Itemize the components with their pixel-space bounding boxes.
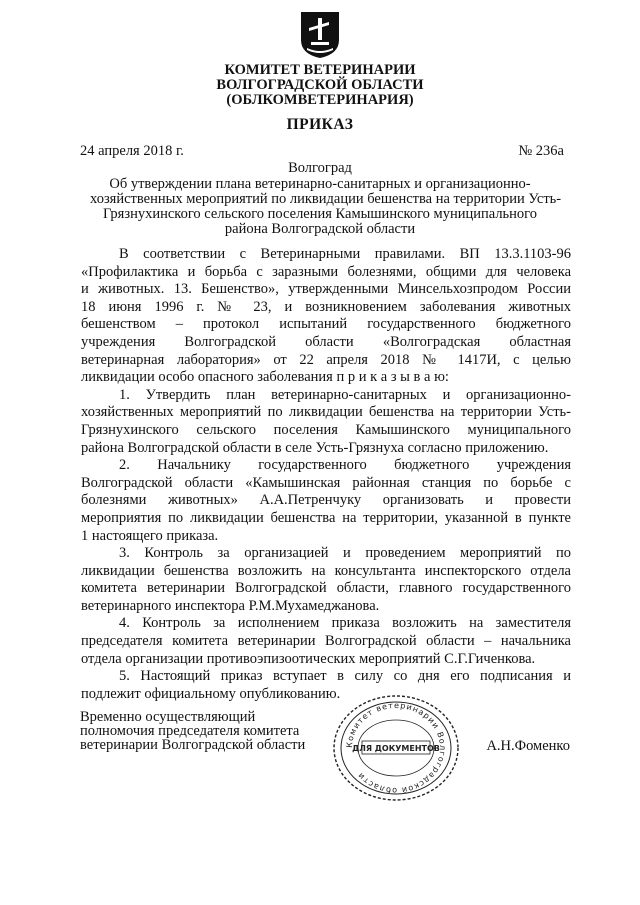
stamp-ring-text: Комитет ветеринарии Волгоградской области [344,700,448,796]
body-line: ликвидации бешенства возложить на консультанта инспекторского отдела [81,562,571,579]
body-line: 4. Контроль за исполнением приказа возложить на заместителя [119,615,571,632]
stamp-center-text: ДЛЯ ДОКУМЕНТОВ [352,744,440,753]
document-city: Волгоград [288,160,352,176]
body-line: и животных. 13. Бешенство», утвержденными Минсельхозпродом России [81,281,571,298]
document-date: 24 апреля 2018 г. [80,143,184,159]
body-line: мероприятия по ликвидации бешенства на территории, указанной в пункте [81,509,571,526]
body-line: В соответствии с Ветеринарными правилами. ВП 13.3.1103-96 [119,246,571,262]
org-name-short: (ОБЛКОМВЕТЕРИНАРИЯ) [226,92,414,108]
body-line: председателя комитета ветеринарии Волгоградской области – начальника [81,633,571,650]
org-name-line2: ВОЛГОГРАДСКОЙ ОБЛАСТИ [216,77,424,93]
document-subject [90,176,562,237]
body-line: отдела организации противоэпизоотических мероприятий С.Г.Гиченкова. [81,650,536,667]
body-line: 2. Начальнику государственного бюджетного учреждения [119,457,571,474]
signatory-position-line: Временно осуществляющий [80,709,256,725]
body-line: Грязнухинского сельского поселения Камышинского муниципального [81,421,571,438]
subject-line: хозяйственных мероприятий по ликвидации бешенства на территории Усть- [90,191,562,207]
official-stamp [326,692,466,802]
signatory-position-line: полномочия председателя комитета [80,723,300,739]
document-number: № 236а [518,143,564,159]
subject-line: Грязнухинского сельского поселения Камышинского муниципального [102,206,538,222]
body-line: подлежит официальному опубликованию. [81,685,341,702]
document-type-title: ПРИКАЗ [286,116,354,133]
document-body [81,246,571,703]
body-line: 1 настоящего приказа. [81,527,219,544]
signatory-position-line: ветеринарии Волгоградской области [80,737,306,753]
body-line: «Профилактика и борьба с заразными болезнями, общими для человека [81,263,571,280]
body-line: ветеринарная лаборатория» от 22 апреля 2018 № 1417И, с целью [81,351,571,368]
org-name-line1: КОМИТЕТ ВЕТЕРИНАРИИ [224,62,416,78]
body-line: Волгоградской области «Камышинская районная станция по борьбе с [81,474,571,491]
coat-of-arms-icon [299,10,341,60]
body-line: ликвидации особо опасного заболевания п р и к а з ы в а ю: [81,369,449,386]
body-line: района Волгоградской области в селе Усть-Грязнуха согласно приложению. [81,439,549,456]
subject-line: района Волгоградской области [224,221,416,237]
body-line: хозяйственных мероприятий по ликвидации бешенства на территории Усть- [81,404,571,421]
body-line: ветеринарного инспектора Р.М.Мухамеджанова. [81,597,380,614]
body-line: 3. Контроль за организацией и проведением мероприятий по [119,545,571,562]
body-line: 5. Настоящий приказ вступает в силу со дня его подписания и [119,668,571,685]
body-line: учреждения Волгоградской области «Волгоградская областная [81,333,571,350]
signatory-name: А.Н.Фоменко [486,738,570,754]
body-line: 18 июня 1996 г. № 23, и возникновением заболевания животных [81,298,571,315]
body-line: бешенством – протокол испытаний государственного бюджетного [81,316,571,333]
body-line: 1. Утвердить план ветеринарно-санитарных и организационно- [119,386,571,403]
subject-line: Об утверждении плана ветеринарно-санитарных и организационно- [109,176,531,192]
body-line: болезнями животных» А.А.Петренчуку организовать и провести [81,492,571,509]
body-line: комитета ветеринарии Волгоградской области, главного государственного [81,580,571,597]
signatory-position [80,710,305,752]
